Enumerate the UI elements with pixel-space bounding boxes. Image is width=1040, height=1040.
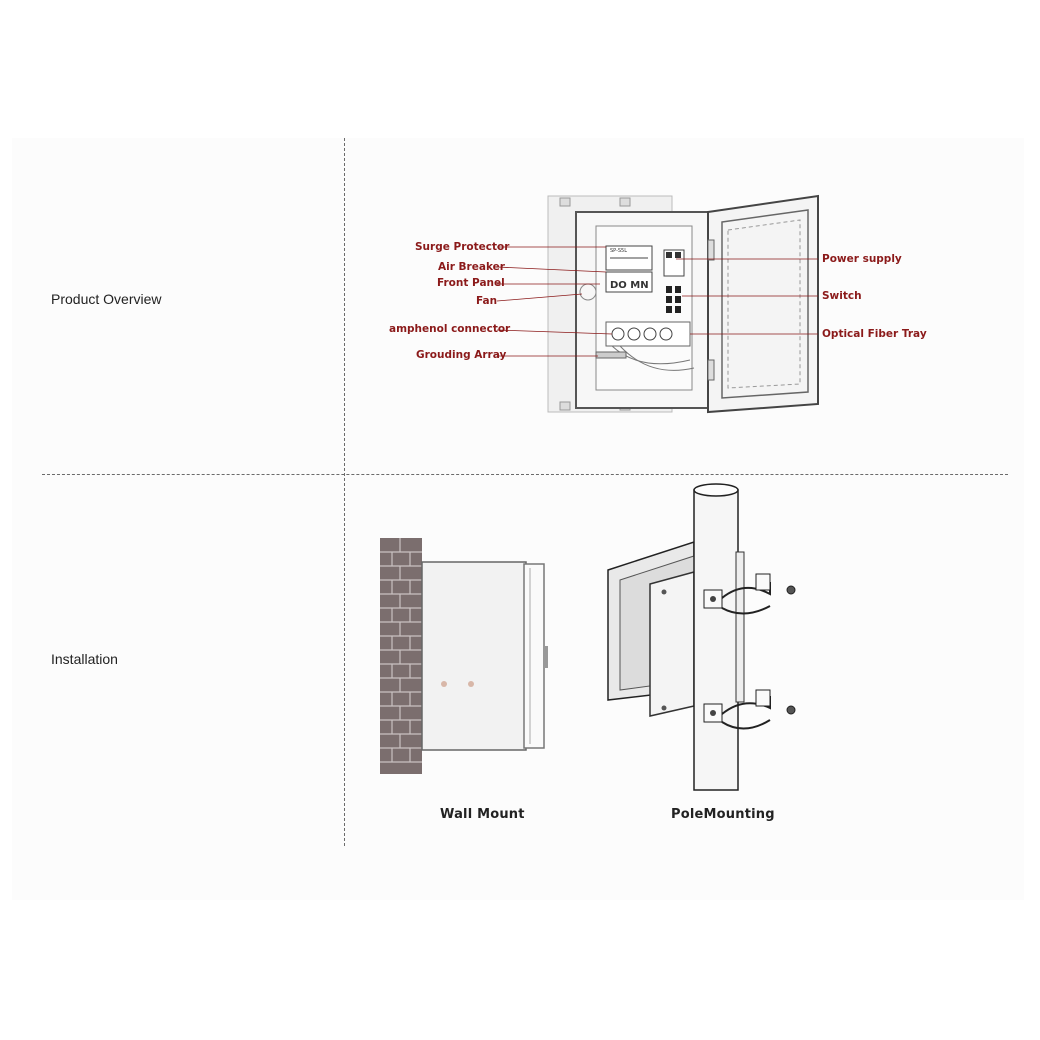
callout-surge-protector: Surge Protector <box>415 241 510 253</box>
callout-switch: Switch <box>822 290 862 302</box>
callout-grounding-array: Grouding Array <box>416 349 507 361</box>
callout-amphenol-connector: amphenol connector <box>389 323 511 335</box>
callout-air-breaker: Air Breaker <box>438 261 505 273</box>
product-overview-label: Product Overview <box>51 291 162 307</box>
callout-front-panel: Front Panel <box>437 277 505 289</box>
callout-fan: Fan <box>476 295 498 307</box>
callout-power-supply: Power supply <box>822 253 902 265</box>
pole-mount-caption: PoleMounting <box>671 807 775 822</box>
svg-text:DO MN: DO MN <box>610 280 649 291</box>
svg-text:SP-S5L: SP-S5L <box>610 248 628 254</box>
callout-optical-fiber-tray: Optical Fiber Tray <box>822 328 927 340</box>
wall-mount-caption: Wall Mount <box>440 807 525 822</box>
installation-label: Installation <box>51 651 118 667</box>
